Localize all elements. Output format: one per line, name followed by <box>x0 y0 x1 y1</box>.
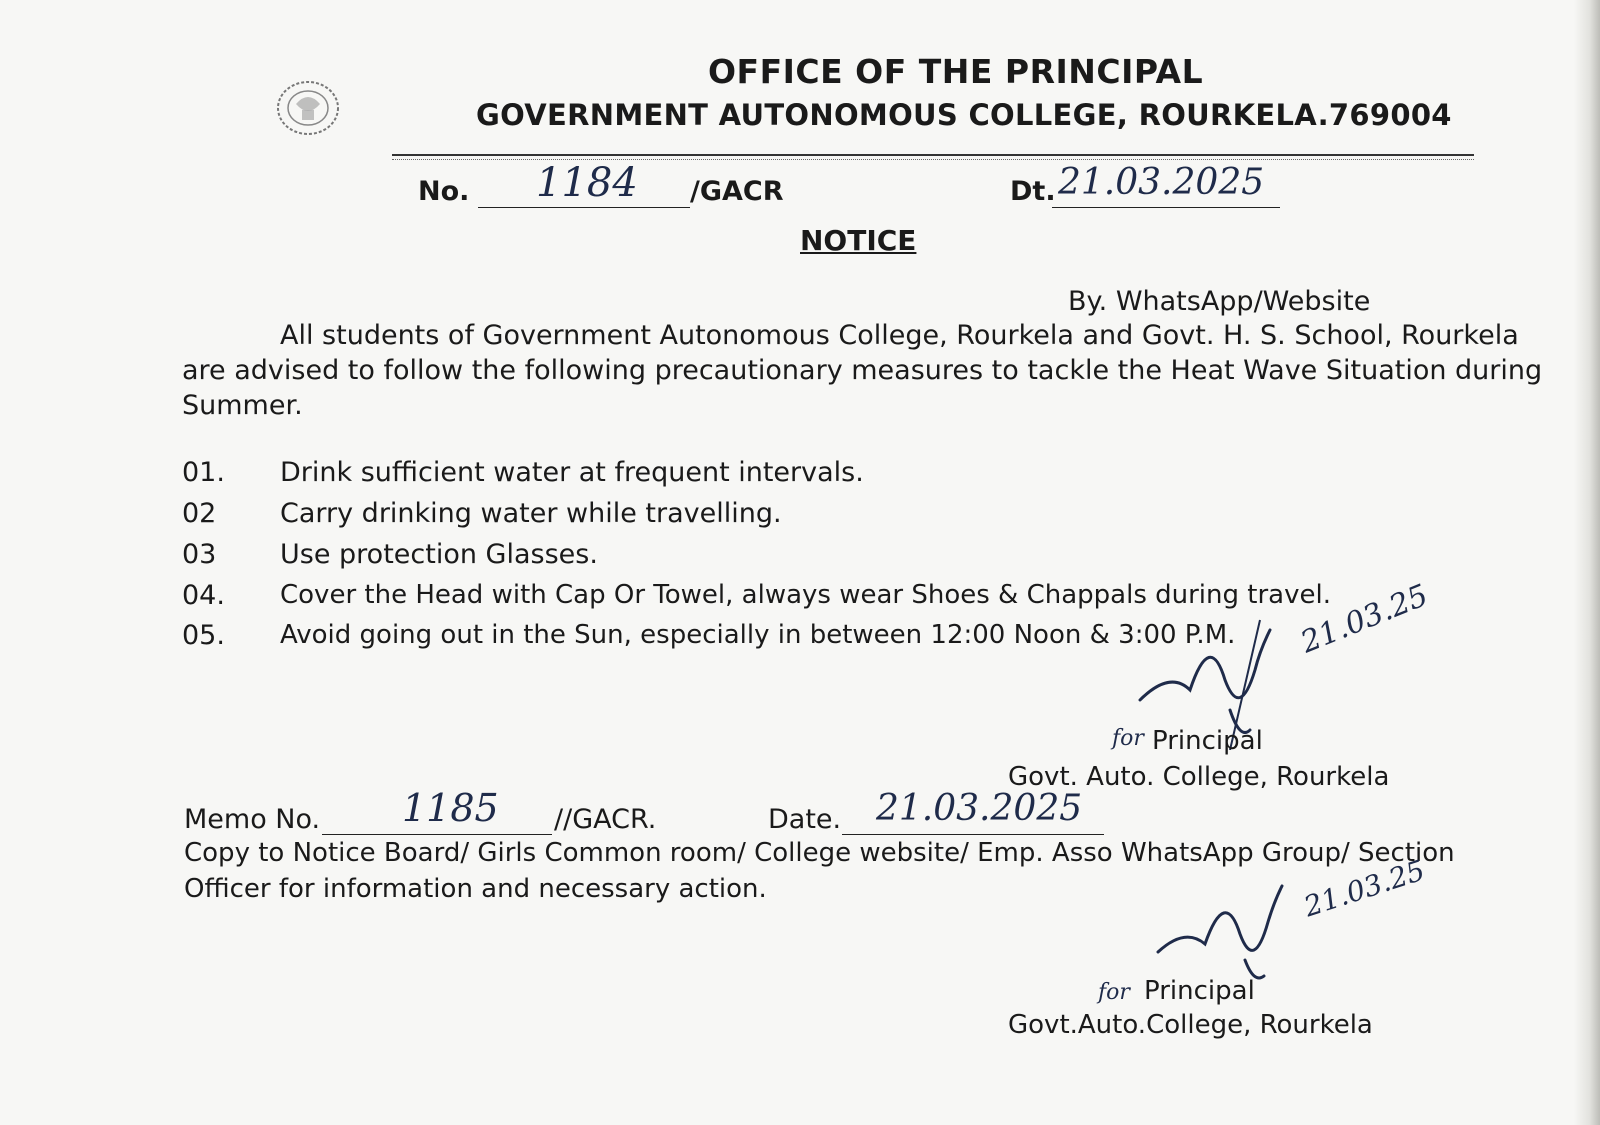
paper-edge <box>1574 0 1600 1125</box>
ref-date-label: Dt. <box>1010 176 1056 207</box>
list-item-3-text: Use protection Glasses. <box>280 539 598 570</box>
notice-channel: By. WhatsApp/Website <box>1068 286 1371 317</box>
signature-2-prefix: for <box>1098 980 1130 1005</box>
memo-date-underline <box>842 834 1104 835</box>
signature-1-prefix: for <box>1112 726 1144 751</box>
list-item-2-text: Carry drinking water while travelling. <box>280 498 782 529</box>
ref-no-underline <box>478 207 690 208</box>
memo-suffix: //GACR. <box>554 804 657 835</box>
ref-no-label: No. <box>418 176 470 207</box>
ref-date-underline <box>1052 207 1280 208</box>
memo-no-underline <box>322 834 552 835</box>
college-name: GOVERNMENT AUTONOMOUS COLLEGE, ROURKELA.769004 <box>476 98 1452 132</box>
list-item-3-num: 03 <box>182 539 217 570</box>
list-item-4-num: 04. <box>182 580 225 611</box>
list-item-1-num: 01. <box>182 457 225 488</box>
list-item-2-num: 02 <box>182 498 217 529</box>
notice-intro-line2: are advised to follow the following precautionary measures to tackle the Heat Wave Situation during <box>182 355 1543 386</box>
memo-value: 1185 <box>402 786 499 830</box>
memo-date-value: 21.03.2025 <box>876 788 1083 829</box>
signature-1-date: 21.03.25 <box>1296 577 1433 661</box>
list-item-1-text: Drink sufficient water at frequent intervals. <box>280 457 864 488</box>
principal-signature-2 <box>1150 872 1290 992</box>
office-title: OFFICE OF THE PRINCIPAL <box>708 52 1204 91</box>
signature-1-org: Govt. Auto. College, Rourkela <box>1008 762 1390 792</box>
header-rule <box>392 154 1474 156</box>
ref-no-value: 1184 <box>536 160 638 206</box>
memo-copy-line1: Copy to Notice Board/ Girls Common room/ College website/ Emp. Asso WhatsApp Group/ Section <box>184 838 1455 868</box>
notice-intro-line1: All students of Government Autonomous College, Rourkela and Govt. H. S. School, Rourkela <box>280 320 1519 351</box>
memo-label: Memo No. <box>184 804 321 835</box>
list-item-4-text: Cover the Head with Cap Or Towel, always wear Shoes & Chappals during travel. <box>280 580 1331 610</box>
list-item-5-text: Avoid going out in the Sun, especially in between 12:00 Noon & 3:00 P.M. <box>280 620 1236 650</box>
list-item-5-num: 05. <box>182 620 225 651</box>
signature-2-title: Principal <box>1144 976 1255 1006</box>
notice-intro-line3: Summer. <box>182 390 303 421</box>
memo-date-label: Date. <box>768 804 842 835</box>
ref-no-suffix: /GACR <box>690 176 784 207</box>
ref-date-value: 21.03.2025 <box>1058 162 1265 203</box>
memo-copy-line2: Officer for information and necessary action. <box>184 874 767 904</box>
signature-2-org: Govt.Auto.College, Rourkela <box>1008 1010 1373 1040</box>
notice-heading: NOTICE <box>800 224 917 257</box>
signature-1-title: Principal <box>1152 726 1263 756</box>
signature-2-date: 21.03.25 <box>1300 853 1429 924</box>
college-seal-icon <box>272 76 344 140</box>
